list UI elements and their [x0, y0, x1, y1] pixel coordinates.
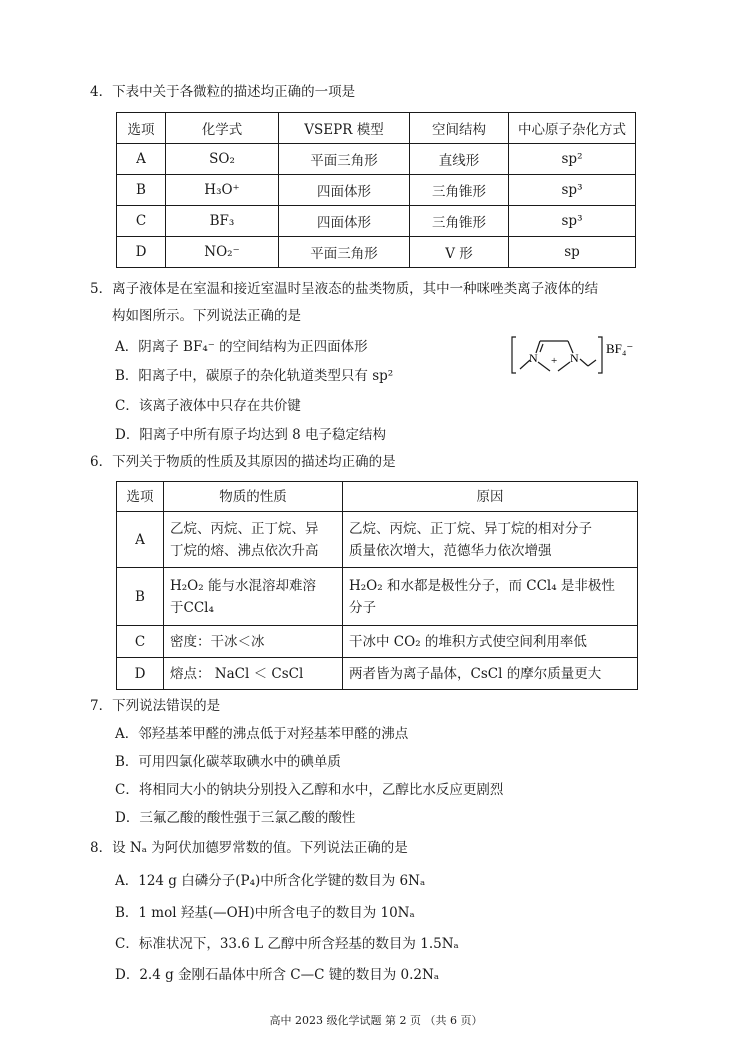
- header-shape: 空间结构: [410, 113, 509, 144]
- q5-option-b: B．阳离子中，碳原子的杂化轨道类型只有 sp²: [115, 368, 394, 384]
- cell-option: D: [117, 658, 164, 690]
- q6-table: [116, 481, 638, 690]
- table-row: [117, 626, 638, 658]
- cell-hybrid: sp³: [509, 206, 636, 237]
- property-line: H₂O₂ 能与水混溶却难溶: [170, 577, 316, 594]
- header-option: 选项: [117, 113, 166, 144]
- q8-stem: 8．设 Nₐ 为阿伏加德罗常数的值。下列说法正确的是: [90, 840, 408, 856]
- cell-reason: [343, 568, 638, 626]
- ring-bond-bottom-left: [538, 362, 550, 371]
- q8-option-a: A．124 g 白磷分子(P₄)中所含化学键的数目为 6Nₐ: [115, 873, 426, 889]
- cell-property: [164, 512, 343, 568]
- q7-stem: 7．下列说法错误的是: [90, 698, 221, 714]
- table-row: [117, 144, 636, 175]
- q8-option-c: C．标准状况下，33.6 L 乙醇中所含羟基的数目为 1.5Nₐ: [115, 936, 459, 952]
- q7-option-d: D．三氟乙酸的酸性强于三氯乙酸的酸性: [115, 810, 356, 826]
- header-hybrid: 中心原子杂化方式: [509, 113, 636, 144]
- q4-table: [116, 112, 636, 268]
- cell-reason: 两者皆为离子晶体，CsCl 的摩尔质量更大: [343, 658, 638, 690]
- q5-stem-line1: 5．离子液体是在室温和接近室温时呈液态的盐类物质，其中一种咪唑类离子液体的结: [90, 281, 599, 297]
- cell-option: B: [117, 175, 166, 206]
- page-footer: 高中 2023 级化学试题 第 2 页 （共 6 页）: [269, 1014, 483, 1027]
- q5-option-d: D．阳离子中所有原子均达到 8 电子稳定结构: [115, 427, 386, 443]
- cell-hybrid: sp²: [509, 144, 636, 175]
- anion-label: BF₄⁻: [606, 341, 634, 356]
- cell-vsepr: 平面三角形: [279, 237, 410, 268]
- reason-line: H₂O₂ 和水都是极性分子，而 CCl₄ 是非极性: [349, 577, 615, 594]
- cell-formula: BF₃: [166, 206, 279, 237]
- ring-double-bond: [540, 344, 543, 352]
- q5-option-c: C．该离子液体中只存在共价键: [115, 398, 301, 414]
- table-header-row: [117, 482, 638, 512]
- q7-option-b: B．可用四氯化碳萃取碘水中的碘单质: [115, 754, 341, 770]
- cell-vsepr: 四面体形: [279, 175, 410, 206]
- cell-shape: V 形: [410, 237, 509, 268]
- nitrogen-right-label: N: [570, 351, 579, 365]
- q7-option-c: C．将相同大小的钠块分别投入乙醇和水中，乙醇比水反应更剧烈: [115, 782, 504, 798]
- reason-line: 乙烷、丙烷、正丁烷、异丁烷的相对分子: [349, 520, 592, 537]
- table-row: [117, 658, 638, 690]
- property-line: 丁烷的熔、沸点依次升高: [170, 542, 319, 559]
- table-header-row: [117, 113, 636, 144]
- nitrogen-left-label: N: [529, 351, 538, 365]
- header-option: 选项: [117, 482, 164, 512]
- cell-shape: 三角锥形: [410, 206, 509, 237]
- q5-option-a: A．阴离子 BF₄⁻ 的空间结构为正四面体形: [115, 339, 368, 355]
- q4-stem: 4．下表中关于各微粒的描述均正确的一项是: [90, 84, 356, 100]
- reason-line: 分子: [349, 599, 376, 616]
- property-line: 于CCl₄: [170, 599, 214, 616]
- cell-option: C: [117, 206, 166, 237]
- cell-vsepr: 四面体形: [279, 206, 410, 237]
- cell-hybrid: sp³: [509, 175, 636, 206]
- table-row: [117, 206, 636, 237]
- reason-line: 质量依次增大，范德华力依次增强: [349, 542, 552, 559]
- header-property: 物质的性质: [164, 482, 343, 512]
- table-row: [117, 237, 636, 268]
- cell-reason: 干冰中 CO₂ 的堆积方式使空间利用率低: [343, 626, 638, 658]
- q7-option-a: A．邻羟基苯甲醛的沸点低于对羟基苯甲醛的沸点: [115, 726, 409, 742]
- header-reason: 原因: [343, 482, 638, 512]
- cell-shape: 三角锥形: [410, 175, 509, 206]
- cell-option: D: [117, 237, 166, 268]
- q8-option-d: D．2.4 g 金刚石晶体中所含 C—C 键的数目为 0.2Nₐ: [115, 967, 440, 983]
- table-row: [117, 512, 638, 568]
- right-bracket: [598, 337, 602, 373]
- cell-formula: NO₂⁻: [166, 237, 279, 268]
- q6-stem: 6．下列关于物质的性质及其原因的描述均正确的是: [90, 454, 396, 470]
- ring-bond-bottom-right: [558, 362, 570, 371]
- property-line: 乙烷、丙烷、正丁烷、异: [170, 520, 319, 537]
- cell-option: B: [117, 568, 164, 626]
- positive-charge-label: +: [551, 355, 558, 367]
- table-row: [117, 175, 636, 206]
- cell-formula: H₃O⁺: [166, 175, 279, 206]
- q5-stem-line2: 构如图所示。下列说法正确的是: [112, 308, 301, 324]
- table-row: [117, 568, 638, 626]
- header-vsepr: VSEPR 模型: [279, 113, 410, 144]
- cell-hybrid: sp: [509, 237, 636, 268]
- cell-shape: 直线形: [410, 144, 509, 175]
- cell-option: A: [117, 512, 164, 568]
- cell-vsepr: 平面三角形: [279, 144, 410, 175]
- cell-property: 密度：干冰＜冰: [164, 626, 343, 658]
- cell-formula: SO₂: [166, 144, 279, 175]
- imidazolium-structure-figure: [510, 333, 650, 377]
- cell-property: 熔点： NaCl ＜ CsCl: [164, 658, 343, 690]
- left-bracket: [512, 337, 516, 373]
- cell-option: C: [117, 626, 164, 658]
- q8-option-b: B．1 mol 羟基(—OH)中所含电子的数目为 10Nₐ: [115, 905, 415, 921]
- ethyl-bond-1: [580, 359, 588, 366]
- cell-reason: [343, 512, 638, 568]
- header-formula: 化学式: [166, 113, 279, 144]
- ethyl-bond-2: [588, 360, 596, 366]
- cell-property: [164, 568, 343, 626]
- cell-option: A: [117, 144, 166, 175]
